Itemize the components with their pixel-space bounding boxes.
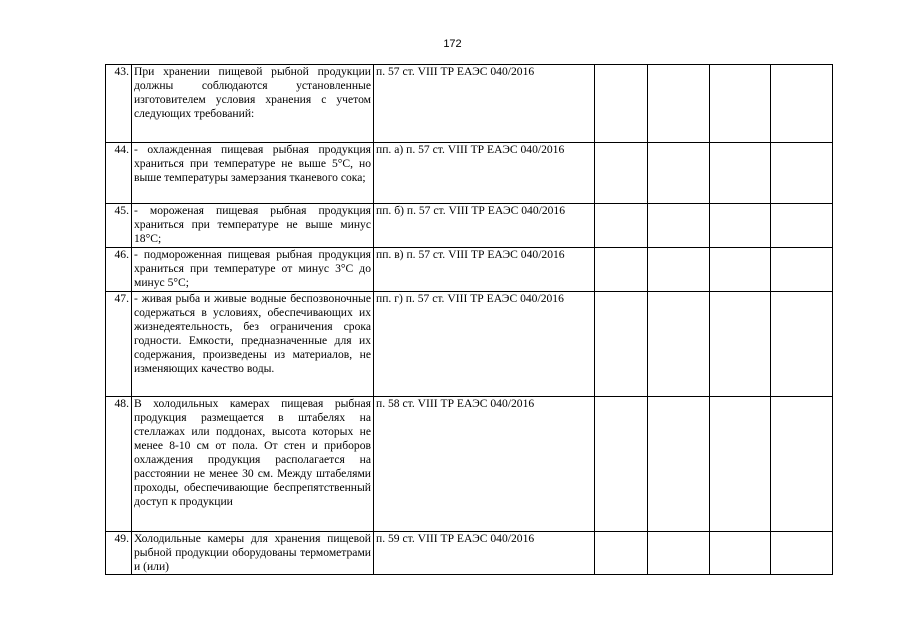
page-number: 172	[443, 38, 462, 50]
reference-text: пп. г) п. 57 ст. VIII ТР ЕАЭС 040/2016	[374, 292, 595, 397]
requirement-text: При хранении пищевой рыбной продукции должны соблюдаются установленные изготовителем условия хранения с учетом следующих требований:	[132, 65, 374, 143]
empty-cell	[648, 204, 710, 248]
requirements-table	[105, 64, 833, 575]
empty-cell	[710, 65, 771, 143]
reference-text: п. 58 ст. VIII ТР ЕАЭС 040/2016	[374, 397, 595, 532]
empty-cell	[710, 292, 771, 397]
empty-cell	[710, 532, 771, 575]
requirement-text: - охлажденная пищевая рыбная продукция храниться при температуре не выше 5°С, но выше температуры замерзания тканевого сока;	[132, 143, 374, 204]
table-row	[106, 532, 833, 575]
table-row	[106, 65, 833, 143]
table-row	[106, 248, 833, 292]
reference-text: пп. б) п. 57 ст. VIII ТР ЕАЭС 040/2016	[374, 204, 595, 248]
requirement-text: В холодильных камерах пищевая рыбная продукция размещается в штабелях на стеллажах или поддонах, высота которых не менее 8-10 см от пола. От стен и приборов охлаждения продукция располагается на расстоянии не менее 30 см. Между штабелями проходы, обеспечивающие беспрепятственный доступ к продукции	[132, 397, 374, 532]
empty-cell	[771, 143, 833, 204]
table-row	[106, 143, 833, 204]
empty-cell	[648, 65, 710, 143]
empty-cell	[710, 143, 771, 204]
requirement-text: - живая рыба и живые водные беспозвоночные содержаться в условиях, обеспечивающих их жизнедеятельность, без ограничения срока годности. Емкости, предназначенные для их содержания, произведены из материалов, не изменяющих качество воды.	[132, 292, 374, 397]
empty-cell	[595, 292, 648, 397]
requirement-text: Холодильные камеры для хранения пищевой рыбной продукции оборудованы термометрами и (или)	[132, 532, 374, 575]
empty-cell	[710, 397, 771, 532]
row-number: 46.	[106, 248, 132, 292]
reference-text: пп. в) п. 57 ст. VIII ТР ЕАЭС 040/2016	[374, 248, 595, 292]
empty-cell	[595, 532, 648, 575]
empty-cell	[595, 65, 648, 143]
empty-cell	[771, 65, 833, 143]
empty-cell	[595, 248, 648, 292]
row-number: 47.	[106, 292, 132, 397]
table-row	[106, 397, 833, 532]
reference-text: п. 57 ст. VIII ТР ЕАЭС 040/2016	[374, 65, 595, 143]
row-number: 49.	[106, 532, 132, 575]
empty-cell	[595, 397, 648, 532]
empty-cell	[648, 292, 710, 397]
empty-cell	[648, 143, 710, 204]
empty-cell	[710, 204, 771, 248]
empty-cell	[771, 397, 833, 532]
empty-cell	[648, 248, 710, 292]
table-row	[106, 204, 833, 248]
requirement-text: - подмороженная пищевая рыбная продукция храниться при температуре от минус 3°С до минус 5°С;	[132, 248, 374, 292]
row-number: 43.	[106, 65, 132, 143]
table-row	[106, 292, 833, 397]
empty-cell	[771, 204, 833, 248]
empty-cell	[595, 204, 648, 248]
row-number: 45.	[106, 204, 132, 248]
reference-text: пп. а) п. 57 ст. VIII ТР ЕАЭС 040/2016	[374, 143, 595, 204]
reference-text: п. 59 ст. VIII ТР ЕАЭС 040/2016	[374, 532, 595, 575]
requirement-text: - мороженая пищевая рыбная продукция храниться при температуре не выше минус 18°С;	[132, 204, 374, 248]
row-number: 44.	[106, 143, 132, 204]
empty-cell	[771, 532, 833, 575]
empty-cell	[771, 292, 833, 397]
empty-cell	[710, 248, 771, 292]
empty-cell	[595, 143, 648, 204]
empty-cell	[648, 532, 710, 575]
row-number: 48.	[106, 397, 132, 532]
empty-cell	[771, 248, 833, 292]
empty-cell	[648, 397, 710, 532]
